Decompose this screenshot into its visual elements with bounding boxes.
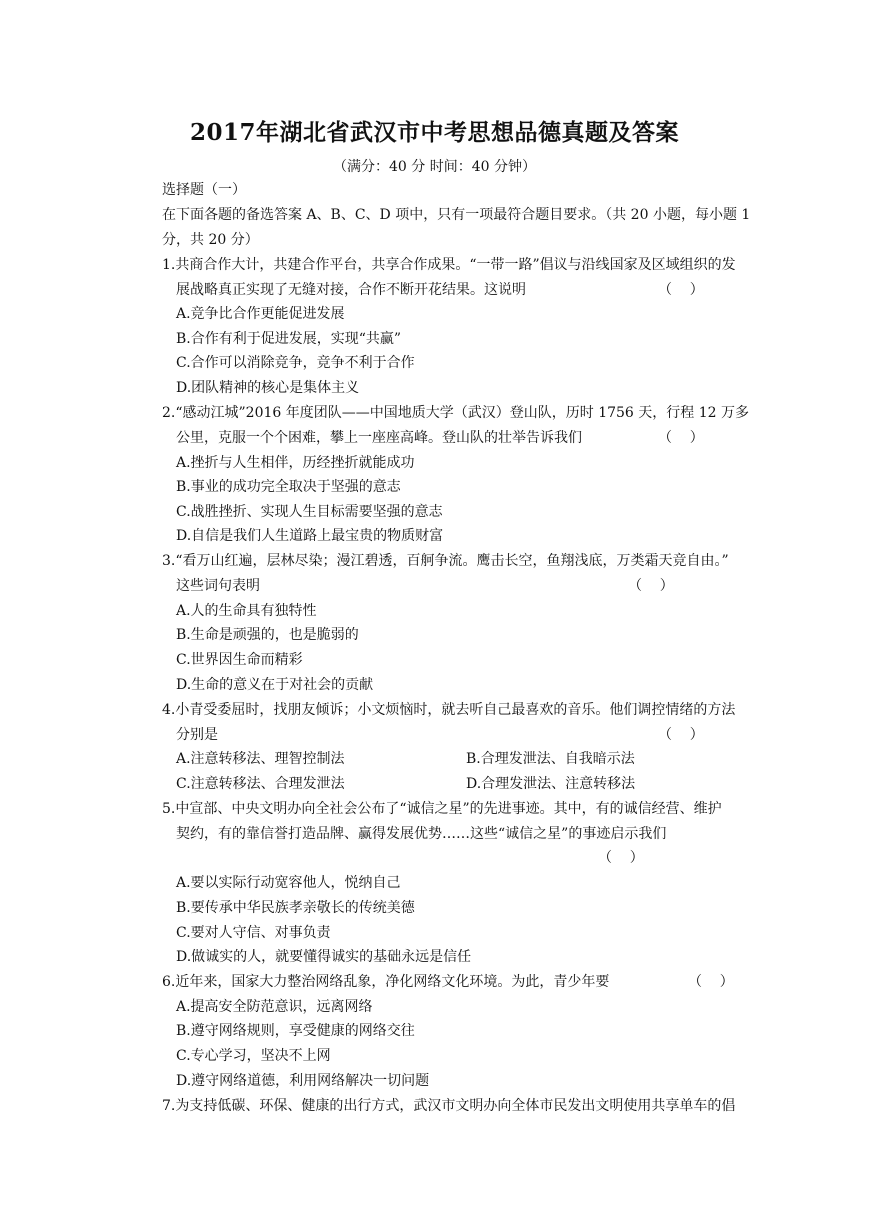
answer-blank: （ ） [628,578,674,594]
question-4-option: A.注意转移法、理智控制法 [176,751,345,767]
question-3-option: D.生命的意义在于对社会的贡献 [176,677,374,693]
question-1-stem: 1.共商合作大计，共建合作平台，共享合作成果。“一带一路”倡议与沿线国家及区域组织的发 [162,257,736,273]
question-2-option: C.战胜挫折、实现人生目标需要坚强的意志 [176,504,443,520]
question-2-option: B.事业的成功完全取决于坚强的意志 [176,479,401,495]
question-1-option: C.合作可以消除竞争，竞争不利于合作 [176,355,415,371]
question-4-stem: 分别是 [176,727,218,743]
question-2-option: A.挫折与人生相伴，历经挫折就能成功 [176,455,415,471]
question-4-option: B.合理发泄法、自我暗示法 [466,751,635,767]
question-4-stem: 4.小青受委屈时，找朋友倾诉；小文烦恼时，就去听自己最喜欢的音乐。他们调控情绪的方法 [162,702,736,718]
answer-blank: （ ） [688,974,734,990]
question-6-option: D.遵守网络道德，利用网络解决一切问题 [176,1073,430,1089]
instructions-line: 分，共 20 分） [162,232,259,248]
question-6-stem: 6.近年来，国家大力整治网络乱象，净化网络文化环境。为此，青少年要 [162,974,610,990]
question-1-option: D.团队精神的核心是集体主义 [176,380,360,396]
question-6-option: C.专心学习，坚决不上网 [176,1048,331,1064]
question-3-option: C.世界因生命而精彩 [176,652,303,668]
question-5-option: A.要以实际行动宽容他人，悦纳自己 [176,875,401,891]
question-1-option: A.竞争比合作更能促进发展 [176,306,345,322]
question-3-stem: 3.“看万山红遍，层林尽染；漫江碧透，百舸争流。鹰击长空，鱼翔浅底，万类霜天竞自由。” [162,553,729,569]
question-2-stem: 公里，克服一个个困难，攀上一座座高峰。登山队的壮举告诉我们 [176,430,582,446]
answer-blank: （ ） [658,727,704,743]
question-4-option: C.注意转移法、合理发泄法 [176,776,345,792]
question-5-option: B.要传承中华民族孝亲敬长的传统美德 [176,900,415,916]
exam-info: （满分：40 分 时间：40 分钟） [333,159,536,175]
answer-blank: （ ） [658,430,704,446]
question-6-option: B.遵守网络规则，享受健康的网络交往 [176,1023,415,1039]
question-5-option: C.要对人守信、对事负责 [176,925,331,941]
section-heading: 选择题（一） [162,182,246,198]
question-3-option: B.生命是顽强的，也是脆弱的 [176,627,359,643]
question-2-stem: 2.“感动江城”2016 年度团队——中国地质大学（武汉）登山队，历时 1756 天，行程 12 万多 [162,405,749,421]
page-title: 2017年湖北省武汉市中考思想品德真题及答案 [189,119,679,146]
question-3-stem: 这些词句表明 [176,578,260,594]
question-2-option: D.自信是我们人生道路上最宝贵的物质财富 [176,528,444,544]
instructions-line: 在下面各题的备选答案 A、B、C、D 项中，只有一项最符合题目要求。（共 20 小题，每小题 1 [162,207,751,223]
answer-blank: （ ） [658,282,704,298]
question-1-stem: 展战略真正实现了无缝对接，合作不断开花结果。这说明 [176,282,526,298]
question-1-option: B.合作有利于促进发展，实现“共赢” [176,331,402,347]
question-4-option: D.合理发泄法、注意转移法 [466,776,636,792]
answer-blank: （ ） [598,850,644,866]
question-3-option: A.人的生命具有独特性 [176,603,317,619]
question-5-stem: 契约，有的靠信誉打造品牌、赢得发展优势……这些“诚信之星”的事迹启示我们 [176,826,667,842]
question-5-option: D.做诚实的人，就要懂得诚实的基础永远是信任 [176,949,472,965]
question-5-stem: 5.中宣部、中央文明办向全社会公布了“诚信之星”的先进事迹。其中，有的诚信经营、维护 [162,801,722,817]
question-6-option: A.提高安全防范意识，远离网络 [176,999,373,1015]
question-7-stem: 7.为支持低碳、环保、健康的出行方式，武汉市文明办向全体市民发出文明使用共享单车的倡 [162,1098,736,1114]
